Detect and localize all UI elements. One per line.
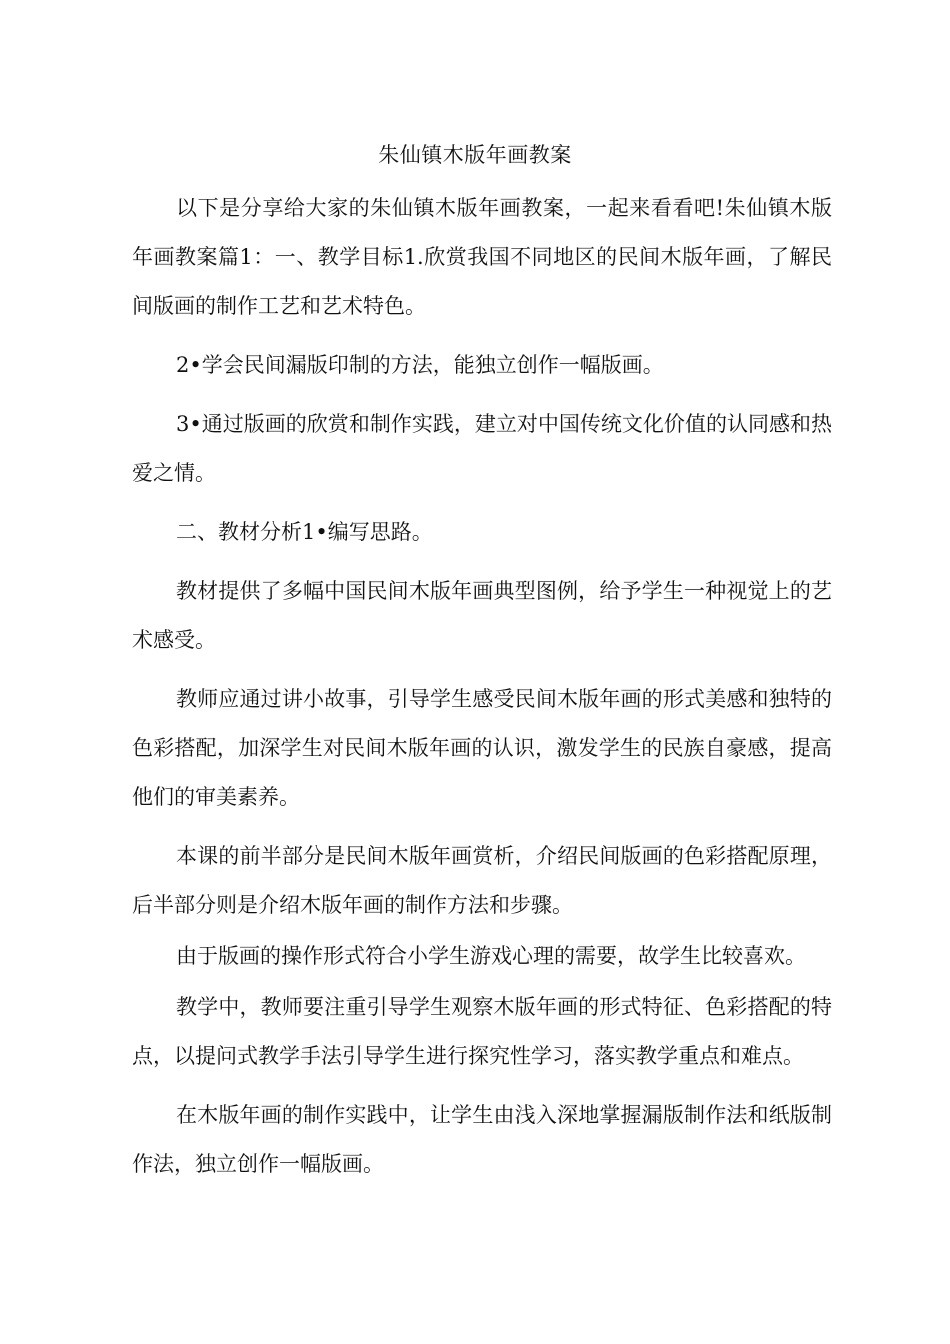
paragraph-practice: 在木版年画的制作实践中，让学生由浅入深地掌握漏版制作法和纸版制作法，独立创作一幅版画。 <box>132 1103 832 1176</box>
document-title: 朱仙镇木版年画教案 <box>378 143 572 167</box>
paragraph-lesson-structure: 本课的前半部分是民间木版年画赏析，介绍民间版画的色彩搭配原理，后半部分则是介绍木版年画的制作方法和步骤。 <box>132 844 832 917</box>
paragraph-teacher-storytelling: 教师应通过讲小故事，引导学生感受民间木版年画的形式美感和独特的色彩搭配，加深学生对民间木版年画的认识，激发学生的民族自豪感，提高他们的审美素养。 <box>132 687 832 809</box>
paragraph-material-analysis-heading: 二、教材分析1•编写思路。 <box>176 520 433 544</box>
paragraph-student-interest: 由于版画的操作形式符合小学生游戏心理的需要，故学生比较喜欢。 <box>176 944 806 968</box>
paragraph-objective-3: 3•通过版画的欣赏和制作实践，建立对中国传统文化价值的认同感和热爱之情。 <box>132 412 832 485</box>
paragraph-material-examples: 教材提供了多幅中国民间木版年画典型图例，给予学生一种视觉上的艺术感受。 <box>132 579 832 652</box>
paragraph-intro-objectives: 以下是分享给大家的朱仙镇木版年画教案，一起来看看吧!朱仙镇木版年画教案篇1：一、教学目标1.欣赏我国不同地区的民间木版年画，了解民间版画的制作工艺和艺术特色。 <box>132 196 832 318</box>
paragraph-teaching-focus: 教学中，教师要注重引导学生观察木版年画的形式特征、色彩搭配的特点，以提问式教学手法引导学生进行探究性学习，落实教学重点和难点。 <box>132 995 832 1068</box>
document-body <box>132 184 832 1199</box>
paragraph-objective-2: 2•学会民间漏版印制的方法，能独立创作一幅版画。 <box>176 353 664 377</box>
